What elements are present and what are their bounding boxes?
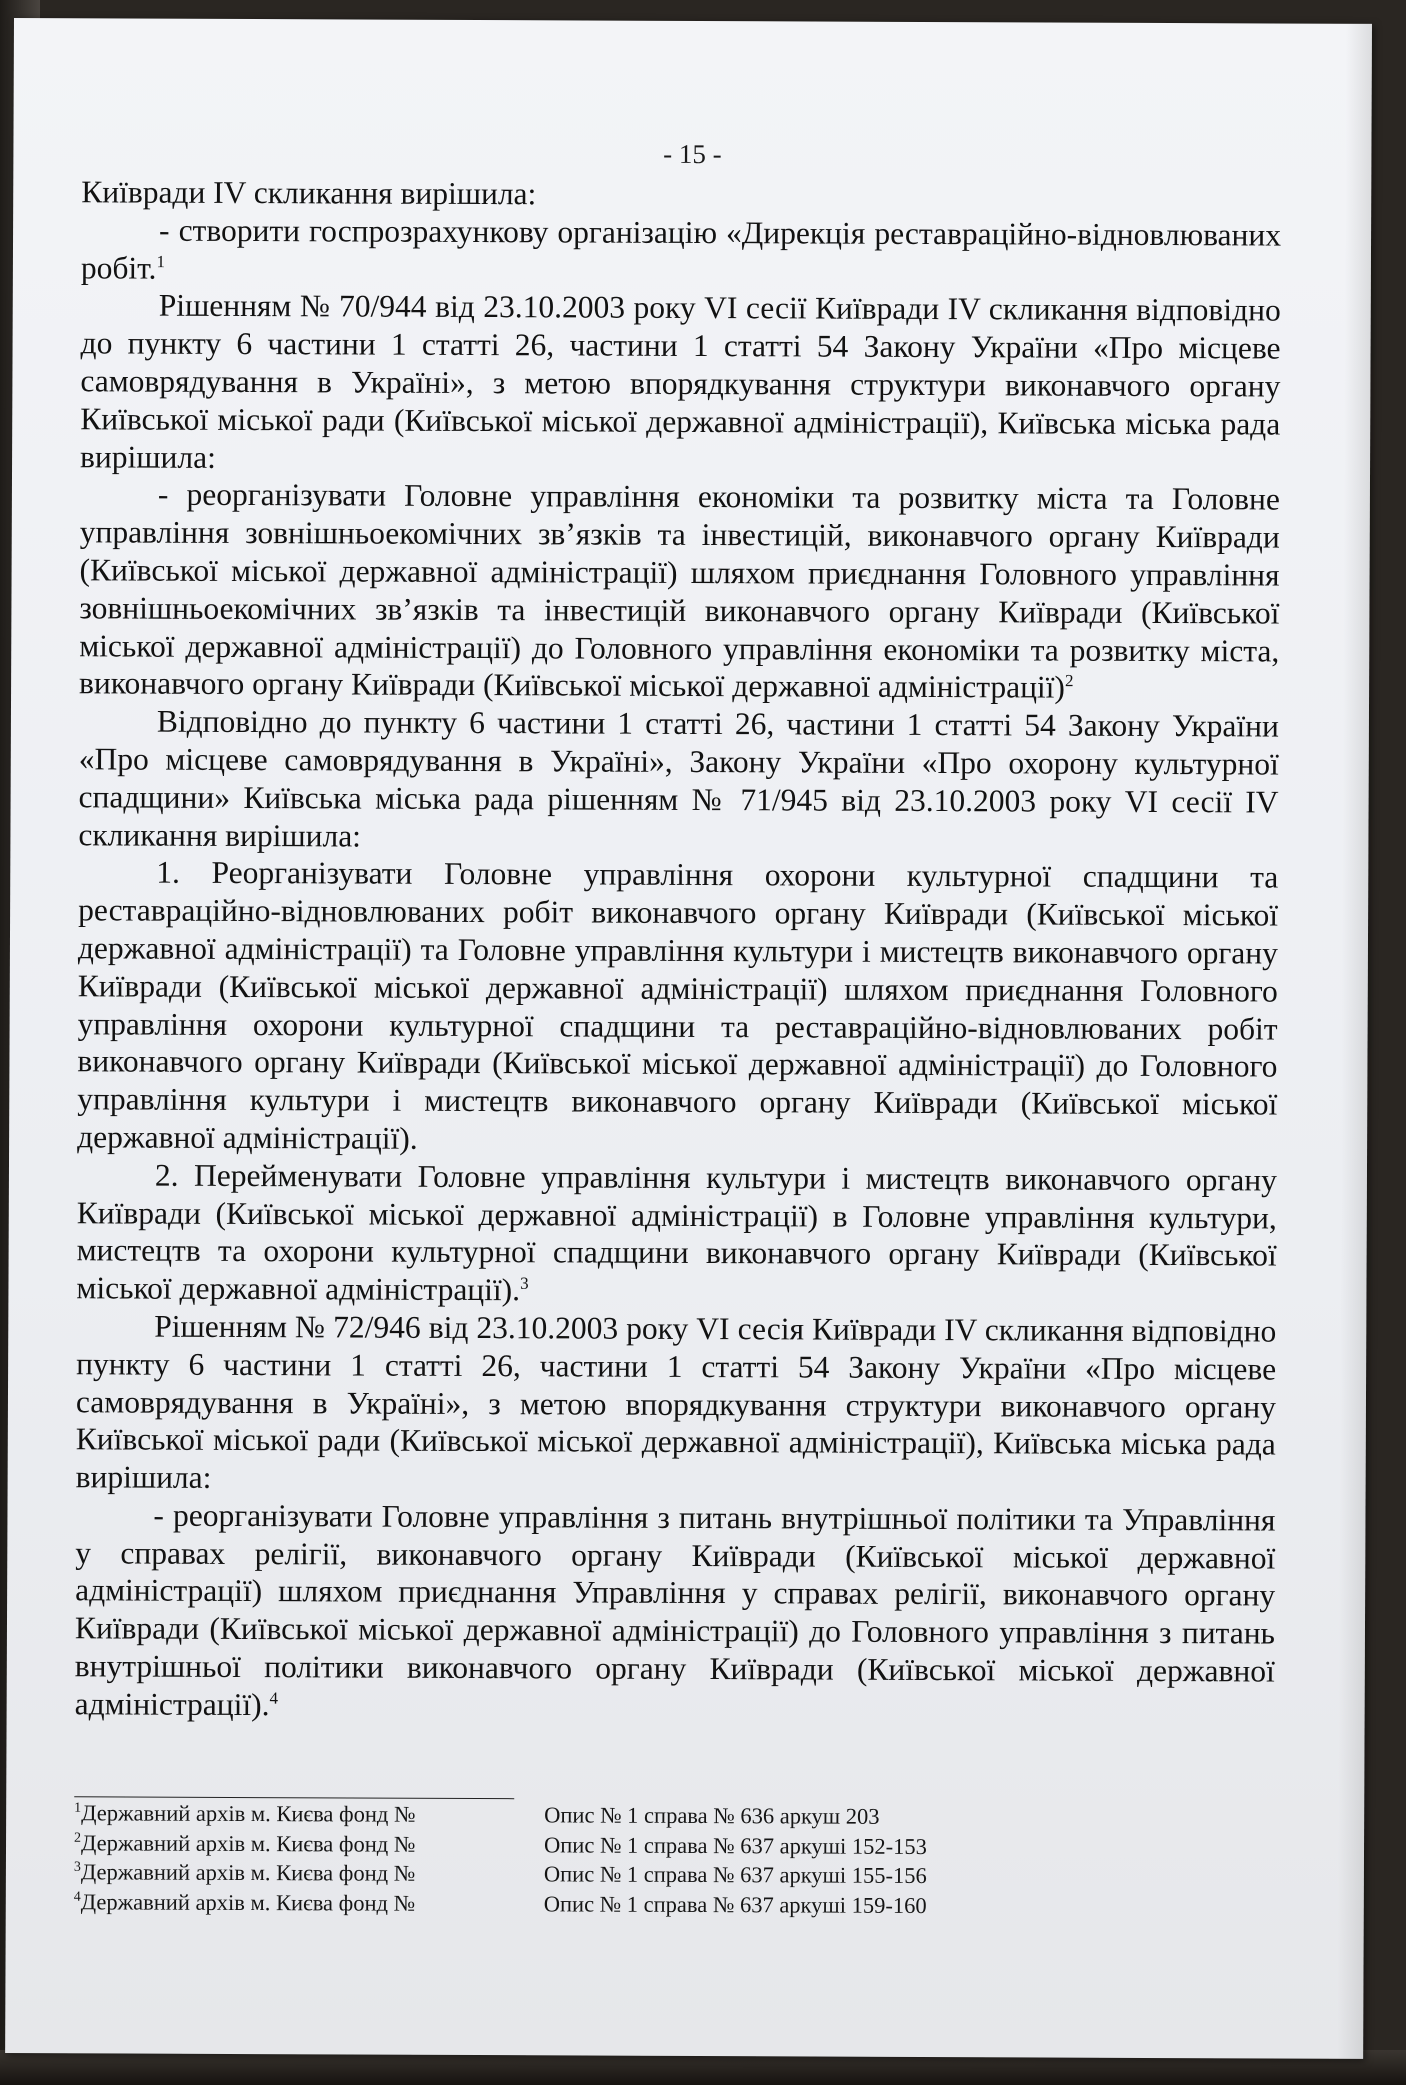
footnote-3-mark: 3: [73, 1859, 81, 1875]
footnote-ref-2: 2: [1064, 671, 1074, 691]
paragraph-7-text: 2. Перейменувати Головне управління культури і мистецтв виконавчого органу Київради (Київської міської державної адміністрації) в Головне управління культури, мистецтв та охорони культурної спадщини виконавчого органу Київради (Київської міської державної адміністрації).: [76, 1157, 1278, 1308]
paragraph-5-text: Відповідно до пункту 6 частини 1 статті 26, частини 1 статті 54 Закону України «Про місцеве самоврядування в Україні», Закону України «Про охорону культурної спадщини» Київська міська рада рішенням № 71/945 від 23.10.2003 року VI сесії IV скликання вирішила:: [78, 703, 1279, 854]
footnote-3-source: [74, 1857, 415, 1888]
footnote-2-reference: Опис № 1 справа № 637 аркуші 152-153: [543, 1831, 927, 1859]
footnote-ref-1: 1: [156, 251, 166, 271]
footnote-2-archive: Державний архів м. Києва фонд №: [80, 1829, 416, 1857]
footnote-3: [74, 1857, 1074, 1891]
footnote-2-source: [74, 1828, 415, 1859]
paragraph-5: [78, 702, 1279, 858]
paragraph-9-text: - реорганізувати Головне управління з питань внутрішньої політики та Управління у справах релігії, виконавчого органу Київради (Київської міської державної адміністрації) шляхом приєднання Управління у справах релігії, виконавчого органу Київради (Київської міської державної адміністрації) до Головного управління з питань внутрішньої політики виконавчого органу Київради (Київської міської державної адміністрації).: [74, 1497, 1276, 1723]
footnote-1-source: [74, 1798, 415, 1829]
footnote-2: [74, 1828, 1074, 1862]
paragraph-4: [79, 476, 1280, 708]
paragraph-2: [81, 211, 1281, 292]
footnotes: [74, 1798, 1075, 1920]
document-page: [5, 18, 1372, 2059]
page-number: - 15 -: [663, 138, 722, 170]
paragraph-6: [77, 854, 1278, 1162]
paragraph-9: [75, 1496, 1276, 1728]
footnote-4-source: [74, 1887, 415, 1918]
footnote-4: [74, 1887, 1074, 1921]
paragraph-3: [80, 287, 1281, 481]
footnote-1-mark: 1: [74, 1800, 82, 1816]
paragraph-1-text: Київради IV скликання вирішила:: [81, 174, 537, 212]
footnote-2-mark: 2: [74, 1830, 82, 1846]
footnote-1-reference: Опис № 1 справа № 636 аркуш 203: [544, 1802, 880, 1829]
document-body: [75, 173, 1282, 1728]
paragraph-6-text: 1. Реорганізувати Головне управління охорони культурної спадщини та реставраційно-відновлюваних робіт виконавчого органу Київради (Київської міської державної адміністрації) та Головне управління культури і мистецтв виконавчого органу Київради (Київської міської державної адміністрації) шляхом приєднання Головного управління охорони культурної спадщини та реставраційно-відновлюваних робіт виконавчого органу Київради (Київської міської державної адміністрації) до Головного управління культури і мистецтв виконавчого органу Київради (Київської міської державної адміністрації).: [77, 854, 1279, 1156]
footnote-1-archive: Державний архів м. Києва фонд №: [81, 1800, 416, 1827]
paragraph-1: [81, 173, 1281, 216]
footnote-4-reference: Опис № 1 справа № 637 аркуші 159-160: [543, 1890, 927, 1918]
paragraph-8: [76, 1307, 1277, 1501]
paragraph-3-text: Рішенням № 70/944 від 23.10.2003 року VI сесії Київради IV скликання відповідно до пункту 6 частини 1 статті 26, частини 1 статті 54 Закону України «Про місцеве самоврядування в Україні», з метою впорядкування структури виконавчого органу Київської міської ради (Київської міської державної адміністрації), Київська міська рада вирішила:: [80, 288, 1281, 475]
footnote-4-archive: Державний архів м. Києва фонд №: [80, 1888, 416, 1916]
paragraph-8-text: Рішенням № 72/946 від 23.10.2003 року VI сесія Київради IV скликання відповідно пункту 6 частини 1 статті 26, частини 1 статті 54 Закону України «Про місцеве самоврядування в Україні», з метою впорядкування структури виконавчого органу Київської міської ради (Київської міської державної адміністрації), Київська міська рада вирішила:: [75, 1308, 1277, 1495]
footnote-4-mark: 4: [73, 1889, 81, 1905]
paragraph-4-text: - реорганізувати Головне управління економіки та розвитку міста та Головне управління зовнішньоекомічних зв’язків та інвестицій, виконавчого органу Київради (Київської міської державної адміністрації) шляхом приєднання Головного управління зовнішньоекомічних зв’язків та інвестицій виконавчого органу Київради (Київської міської державної адміністрації) до Головного управління економіки та розвитку міста, виконавчого органу Київради (Київської міської державної адміністрації): [79, 477, 1280, 705]
footnote-ref-3: 3: [520, 1273, 529, 1293]
footnote-1: [74, 1798, 1074, 1832]
paragraph-7: [76, 1156, 1277, 1312]
footnote-3-reference: Опис № 1 справа № 637 аркуші 155-156: [543, 1861, 927, 1889]
footnote-3-archive: Державний архів м. Києва фонд №: [80, 1859, 416, 1886]
footnote-ref-4: 4: [269, 1688, 279, 1708]
page-edge-shadow: [1337, 24, 1372, 2059]
paragraph-2-text: - створити госпрозрахункову організацію «Дирекція реставраційно-відновлюваних робіт.: [80, 212, 1282, 286]
